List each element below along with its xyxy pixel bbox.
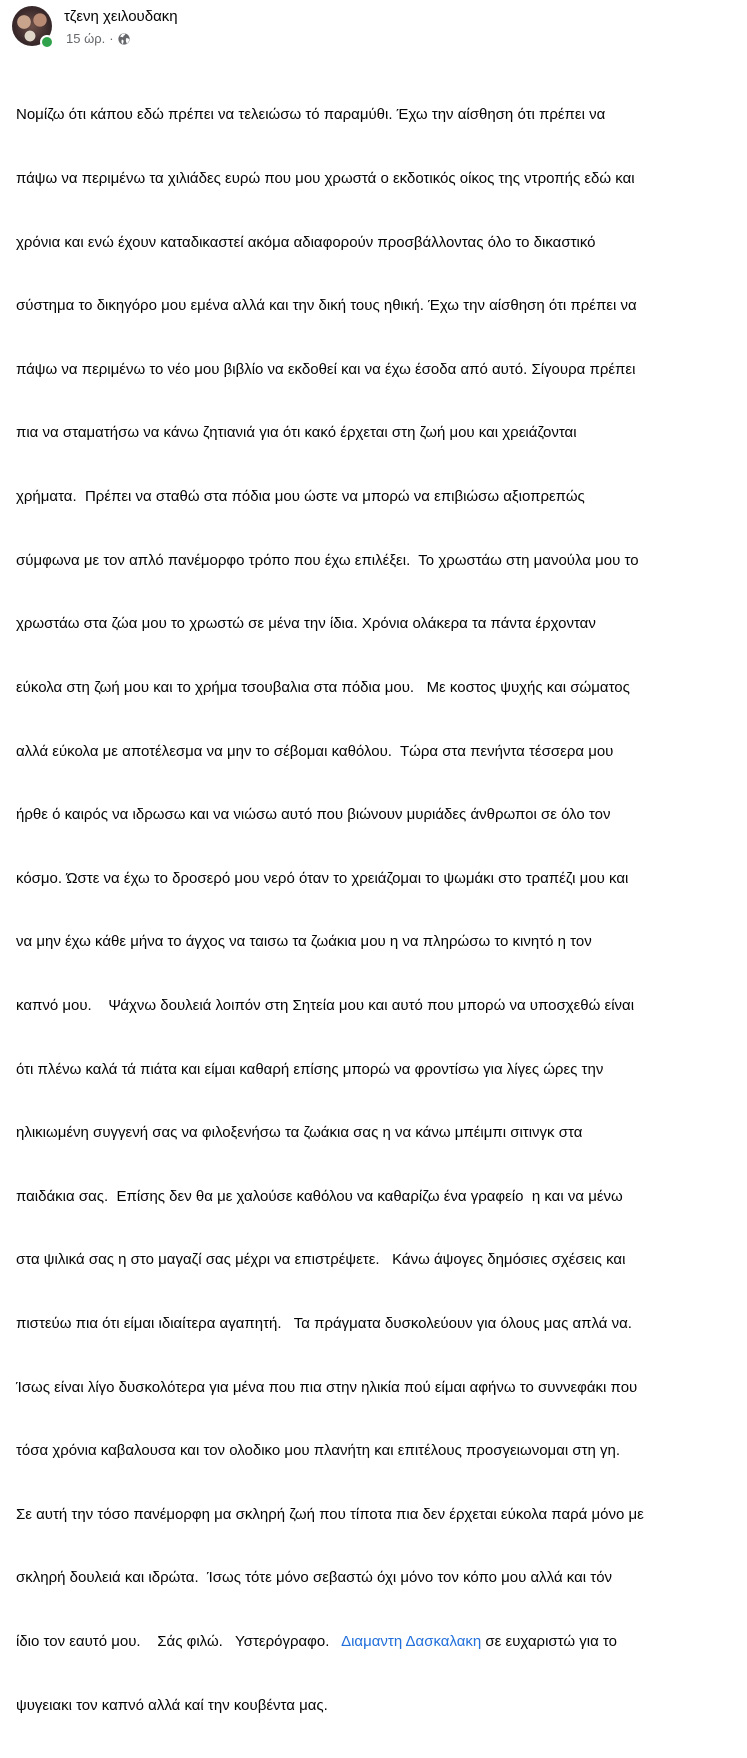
- post-text-line: εύκολα στη ζωή μου και το χρήμα τσουβαλια στα πόδια μου. Με κοστος ψυχής και σώματος: [16, 678, 630, 696]
- post-text-line: χρόνια και ενώ έχουν καταδικαστεί ακόμα αδιαφορούν προσβάλλοντας όλο το δικαστικό: [16, 233, 596, 251]
- post-text-segment: σε ευχαριστώ για το: [481, 1633, 617, 1651]
- post-text-line: πάψω να περιμένω τα χιλιάδες ευρώ που μου χρωστά ο εκδοτικός οίκος της ντροπής εδώ και: [16, 170, 635, 188]
- post-text-line: χρωστάω στα ζώα μου το χρωστώ σε μένα την ίδια. Χρόνια ολάκερα τα πάντα έρχονταν: [16, 615, 596, 633]
- post-text-line: πιστεύω πια ότι είμαι ιδιαίτερα αγαπητή. Τα πράγματα δυσκολεύουν για όλους μας απλά να.: [16, 1314, 632, 1332]
- meta-separator: ·: [109, 31, 114, 46]
- post-text-line: σκληρή δουλειά και ιδρώτα. Ίσως τότε μόνο σεβαστώ όχι μόνο τον κόπο μου αλλά και τόν: [16, 1569, 613, 1587]
- post-text-line: Νομίζω ότι κάπου εδώ πρέπει να τελειώσω τό παραμύθι. Έχω την αίσθηση ότι πρέπει να: [16, 106, 606, 124]
- post-text-line: ψυγειακι τον καπνό αλλά καί την κουβέντα μας.: [16, 1696, 328, 1714]
- post-text-line: να μην έχω κάθε μήνα το άγχος να ταισω τα ζωάκια μου η να πληρώσω το κινητό η τον: [16, 933, 592, 951]
- post-meta: [66, 31, 130, 46]
- post-text-line: Ίσως είναι λίγο δυσκολότερα για μένα που πια στην ηλικία πού είμαι αφήνω το συννεφάκι που: [16, 1378, 638, 1396]
- post-text-line: Σε αυτή την τόσο πανέμορφη μα σκληρή ζωή που τίποτα πια δεν έρχεται εύκολα παρά μόνο με: [16, 1505, 644, 1523]
- post-text-line: πάψω να περιμένω το νέο μου βιβλίο να εκδοθεί και να έχω έσοδα από αυτό. Σίγουρα πρέπει: [16, 360, 636, 378]
- post-text-line: σύμφωνα με τον απλό πανέμορφο τρόπο που έχω επιλέξει. Το χρωστάω στη μανούλα μου το: [16, 551, 639, 569]
- author-name-link[interactable]: τζενη χειλουδακη: [64, 8, 178, 25]
- post-text-line: κόσμο. Ώστε να έχω το δροσερό μου νερό όταν το χρειάζομαι το ψωμάκι στο τραπέζι μου και: [16, 869, 629, 887]
- post-text-segment: ίδιο τον εαυτό μου. Σάς φιλώ. Υστερόγραφο.: [16, 1633, 342, 1651]
- post-text-line: ήρθε ό καιρός να ιδρωσω και να νιώσω αυτό που βιώνουν μυριάδες άνθρωποι σε όλο τον: [16, 806, 611, 824]
- post-text-line: χρήματα. Πρέπει να σταθώ στα πόδια μου ώστε να μπορώ να επιβιώσω αξιοπρεπώς: [16, 488, 585, 506]
- post-text-line: παιδάκια σας. Επίσης δεν θα με χαλούσε καθόλου να καθαρίζω ένα γραφείο η και να μένω: [16, 1187, 623, 1205]
- globe-icon[interactable]: [118, 33, 130, 45]
- post-text-line-with-mention: [16, 1631, 740, 1652]
- online-status-icon: [40, 35, 54, 49]
- post-timestamp-link[interactable]: 15 ώρ.: [66, 31, 106, 46]
- post-text-line: ότι πλένω καλά τά πιάτα και είμαι καθαρή επίσης μπορώ να φροντίσω για λίγες ώρες την: [16, 1060, 604, 1078]
- post-text-line: καπνό μου. Ψάχνω δουλειά λοιπόν στη Σητεία μου και αυτό που μπορώ να υποσχεθώ είναι: [16, 996, 635, 1014]
- post-text-line: στα ψιλικά σας η στο μαγαζί σας μέχρι να επιστρέψετε. Κάνω άψογες δημόσιες σχέσεις και: [16, 1251, 626, 1269]
- mention-link[interactable]: Διαμαντη Δασκαλακη: [341, 1633, 482, 1651]
- post-body-text: [16, 62, 740, 1758]
- post-text-line: ηλικιωμένη συγγενή σας να φιλοξενήσω τα ζωάκια σας η να κάνω μπέιμπι σιτινγκ στα: [16, 1124, 583, 1142]
- post-text-line: αλλά εύκολα με αποτέλεσμα να μην το σέβομαι καθόλου. Τώρα στα πενήντα τέσσερα μου: [16, 742, 614, 760]
- post-text-line: πια να σταματήσω να κάνω ζητιανιά για ότι κακό έρχεται στη ζωή μου και χρειάζονται: [16, 424, 577, 442]
- post-text-line: σύστημα το δικηγόρο μου εμένα αλλά και την δική τους ηθική. Έχω την αίσθηση ότι πρέπει να: [16, 297, 637, 315]
- post-text-line: τόσα χρόνια καβαλουσα και τον ολοδικο μου πλανήτη και επιτέλους προσγειωνομαι στη γη.: [16, 1442, 621, 1460]
- post-header: [0, 0, 747, 56]
